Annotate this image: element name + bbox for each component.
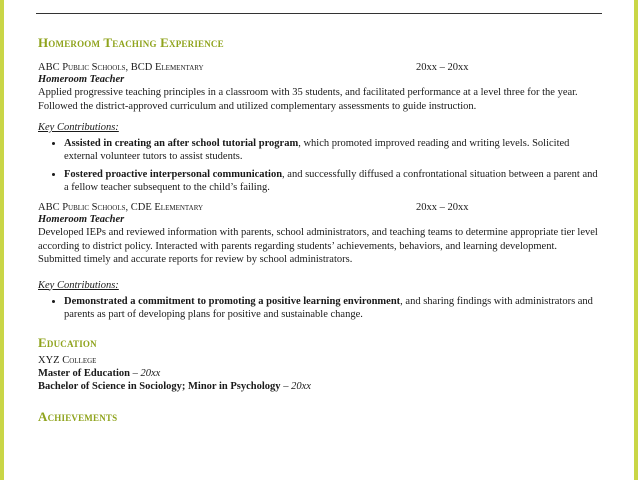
- degree-year: – 20xx: [280, 380, 311, 392]
- degree-name: Bachelor of Science in Sociology; Minor in Psychology: [38, 380, 281, 392]
- list-item: [64, 168, 600, 194]
- degree-line: [38, 380, 600, 393]
- bullet-lead: Assisted in creating an after school tutorial program: [64, 138, 299, 149]
- bullet-text: , and successfully diffused a confrontational situation between a parent and a fellow teacher subsequent to the child’s failing.: [64, 169, 598, 193]
- degree-name: Master of Education: [38, 367, 130, 379]
- job-employer: ABC Public Schools, BCD Elementary: [38, 62, 204, 73]
- list-item: [64, 137, 600, 163]
- contributions-list: [38, 295, 600, 321]
- job-title: Homeroom Teacher: [38, 214, 125, 225]
- bullet-lead: Demonstrated a commitment to promoting a positive learning environment: [64, 295, 401, 307]
- education-block: [38, 354, 600, 393]
- bullet-text: , which promoted improved reading and writing levels. Solicited external volunteer tutors to assist students.: [64, 138, 570, 162]
- bullet-lead: Fostered proactive interpersonal communication: [64, 169, 283, 180]
- experience-heading: Homeroom Teaching Experience: [38, 35, 224, 50]
- job-employer: ABC Public Schools, CDE Elementary: [38, 202, 204, 213]
- job-dates: 20xx – 20xx: [416, 62, 469, 73]
- degree-line: [38, 367, 600, 380]
- list-item: [64, 295, 600, 321]
- school-name: XYZ College: [38, 354, 97, 366]
- job-dates: 20xx – 20xx: [416, 202, 469, 213]
- job-header: [38, 61, 600, 74]
- key-contributions-label: Key Contributions:: [38, 279, 119, 291]
- bullet-text: , and sharing findings with administrators and parents as part of developing plans for positive and sustainable change.: [64, 295, 593, 320]
- resume-body: [38, 34, 600, 426]
- job-header: [38, 201, 600, 214]
- header-rule: [36, 13, 602, 14]
- job-description: Applied progressive teaching principles in a classroom with 35 students, and facilitated performance at a level three for the year. Followed the district-approved curriculum and utilized complementary assessments to guide instruction.: [38, 87, 578, 112]
- job-entry: [38, 61, 600, 194]
- degree-year: – 20xx: [129, 367, 161, 379]
- job-title: Homeroom Teacher: [38, 74, 125, 85]
- key-contributions-label: Key Contributions:: [38, 122, 119, 133]
- education-heading: Education: [38, 334, 97, 350]
- achievements-heading: Achievements: [38, 408, 118, 424]
- contributions-list: [38, 137, 600, 194]
- job-entry: [38, 201, 600, 321]
- job-description: Developed IEPs and reviewed information with parents, school administrators, and teaching teams to determine appropriate tier level according to district policy. Interacted with parents regarding students’ achievements, behaviors, and learning development. Submitted timely and accurate reports for review by school administrators.: [38, 227, 598, 265]
